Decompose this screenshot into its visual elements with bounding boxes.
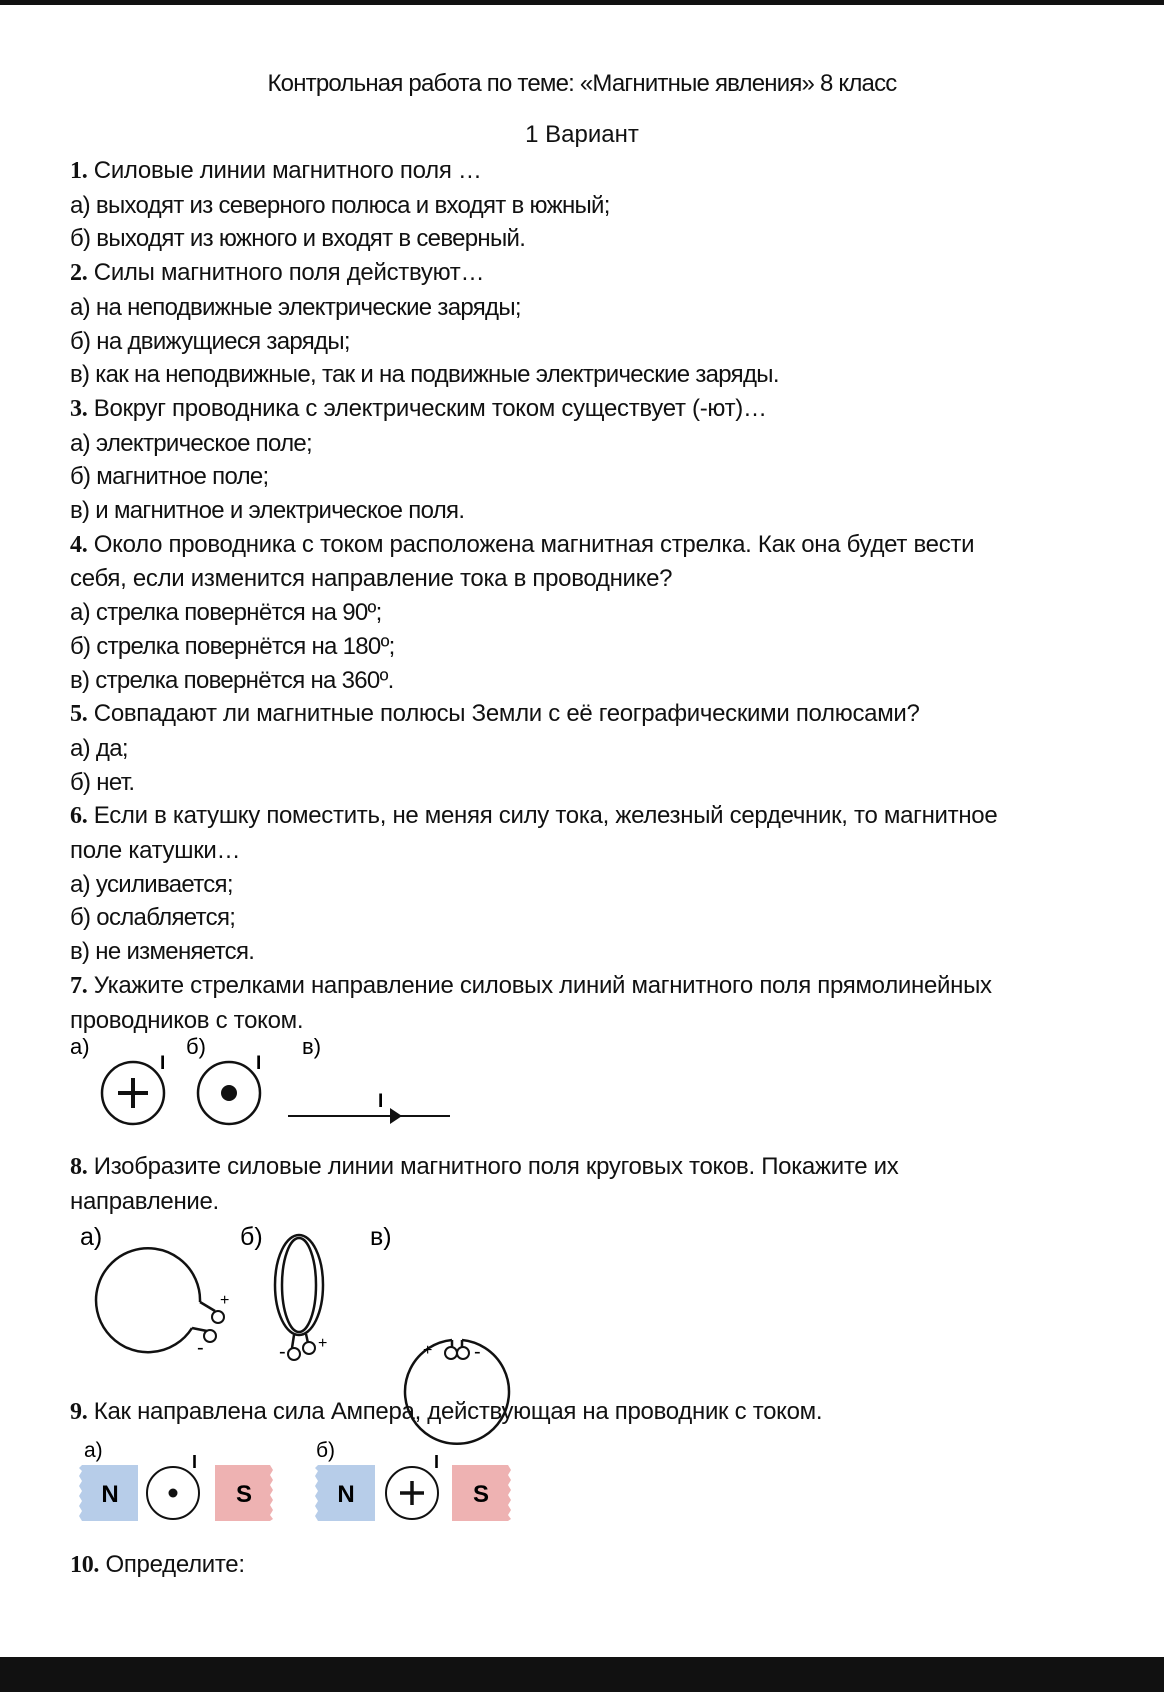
figure-7-straight-conductors [60,1028,480,1138]
loop-c-plus-sign: + [423,1342,433,1359]
question-6-option-b: б) ослабляется; [70,904,236,932]
questions-block [70,154,1100,1037]
figure-9-ampere-force [70,1435,540,1525]
question-10: 10. Определите: [70,1551,245,1578]
current-label-9b: I [434,1452,440,1472]
question-2-option-c: в) как на неподвижные, так и на подвижные электрические заряды. [70,361,779,389]
question-5: 5. Совпадают ли магнитные полюсы Земли с её географическими полюсами? [70,700,920,728]
question-2-option-b: б) на движущиеся заряды; [70,327,350,355]
figure-8-label-a: а) [80,1223,103,1251]
figure-7-label-b: б) [186,1034,206,1059]
figure-8-circular-currents [70,1218,520,1368]
current-label-c: I [378,1091,384,1112]
magnet-a-north-label: N [101,1481,119,1508]
figure-7-label-c: в) [302,1034,322,1059]
terminal-b-plus [303,1342,315,1354]
current-into-page-cross-icon [400,1481,424,1505]
question-4-option-c: в) стрелка повернётся на 360º. [70,666,394,694]
question-7-continuation: проводников с током. [70,1006,304,1034]
question-5-option-b: б) нет. [70,768,135,796]
question-5-option-a: а) да; [70,734,128,762]
terminal-a-minus [204,1330,216,1342]
loop-b-minus-sign: - [279,1341,286,1363]
current-into-page-cross-icon [118,1078,148,1108]
loop-a-plus-sign: + [220,1292,230,1309]
figure-8-label-c: в) [370,1223,392,1251]
current-direction-arrow-icon [390,1108,402,1124]
question-8: 8. Изобразите силовые линии магнитного поля круговых токов. Покажите их [70,1153,899,1180]
question-10-block [70,1548,1100,1583]
current-out-of-page-dot-icon [221,1085,237,1101]
loop-a-minus-sign: - [197,1337,204,1359]
question-4-option-b: б) стрелка повернётся на 180º; [70,632,395,660]
top-border [0,0,1164,5]
question-2-option-a: а) на неподвижные электрические заряды; [70,293,521,321]
bottom-border [0,1657,1164,1692]
question-1-option-b: б) выходят из южного и входят в северный. [70,225,526,253]
terminal-c-plus [445,1347,457,1359]
loop-c-minus-sign: - [474,1341,481,1363]
figure-9-label-a: а) [84,1439,103,1462]
question-4: 4. Около проводника с током расположена магнитная стрелка. Как она будет вести [70,530,975,558]
page-title: Контрольная работа по теме: «Магнитные явления» 8 класс [267,70,897,97]
current-out-of-page-dot-icon [169,1489,178,1498]
magnet-b-south-label: S [472,1481,490,1508]
question-8-block [70,1150,1100,1218]
magnet-a-south-label: S [235,1481,253,1508]
loop-b-coil [275,1235,323,1335]
current-label-b: I [256,1053,262,1074]
terminal-b-minus [288,1348,300,1360]
question-8-continuation: направление. [70,1187,219,1215]
question-3: 3. Вокруг проводника с электрическим током существует (-ют)… [70,394,767,422]
question-6: 6. Если в катушку поместить, не меняя силу тока, железный сердечник, то магнитное [70,802,998,830]
question-7: 7. Укажите стрелками направление силовых линий магнитного поля прямолинейных [70,971,992,999]
question-6-option-c: в) не изменяется. [70,938,255,966]
current-label-9a: I [192,1452,198,1472]
question-3-option-c: в) и магнитное и электрическое поля. [70,497,465,525]
question-3-option-a: а) электрическое поле; [70,429,313,457]
terminal-c-minus [457,1347,469,1359]
current-label-a: I [160,1053,166,1074]
figure-9-label-b: б) [316,1439,336,1462]
question-2: 2. Силы магнитного поля действуют… [70,259,485,287]
loop-b-plus-sign: + [318,1335,328,1352]
question-3-option-b: б) магнитное поле; [70,463,269,491]
question-4-continuation: себя, если изменится направление тока в проводнике? [70,565,673,593]
figure-8-label-b: б) [240,1223,263,1251]
loop-a [96,1248,200,1352]
figure-7-label-a: а) [70,1034,90,1059]
variant-heading: 1 Вариант [525,121,639,148]
question-9-block [70,1395,1100,1430]
terminal-a-plus [212,1311,224,1323]
magnet-b-north-label: N [337,1481,355,1508]
question-1-option-a: а) выходят из северного полюса и входят в южный; [70,191,610,219]
question-4-option-a: а) стрелка повернётся на 90º; [70,599,382,627]
question-6-continuation: поле катушки… [70,837,241,865]
question-6-option-a: а) усиливается; [70,870,233,898]
question-1: 1. Силовые линии магнитного поля … [70,157,482,184]
question-9: 9. Как направлена сила Ампера, действующая на проводник с током. [70,1398,823,1425]
